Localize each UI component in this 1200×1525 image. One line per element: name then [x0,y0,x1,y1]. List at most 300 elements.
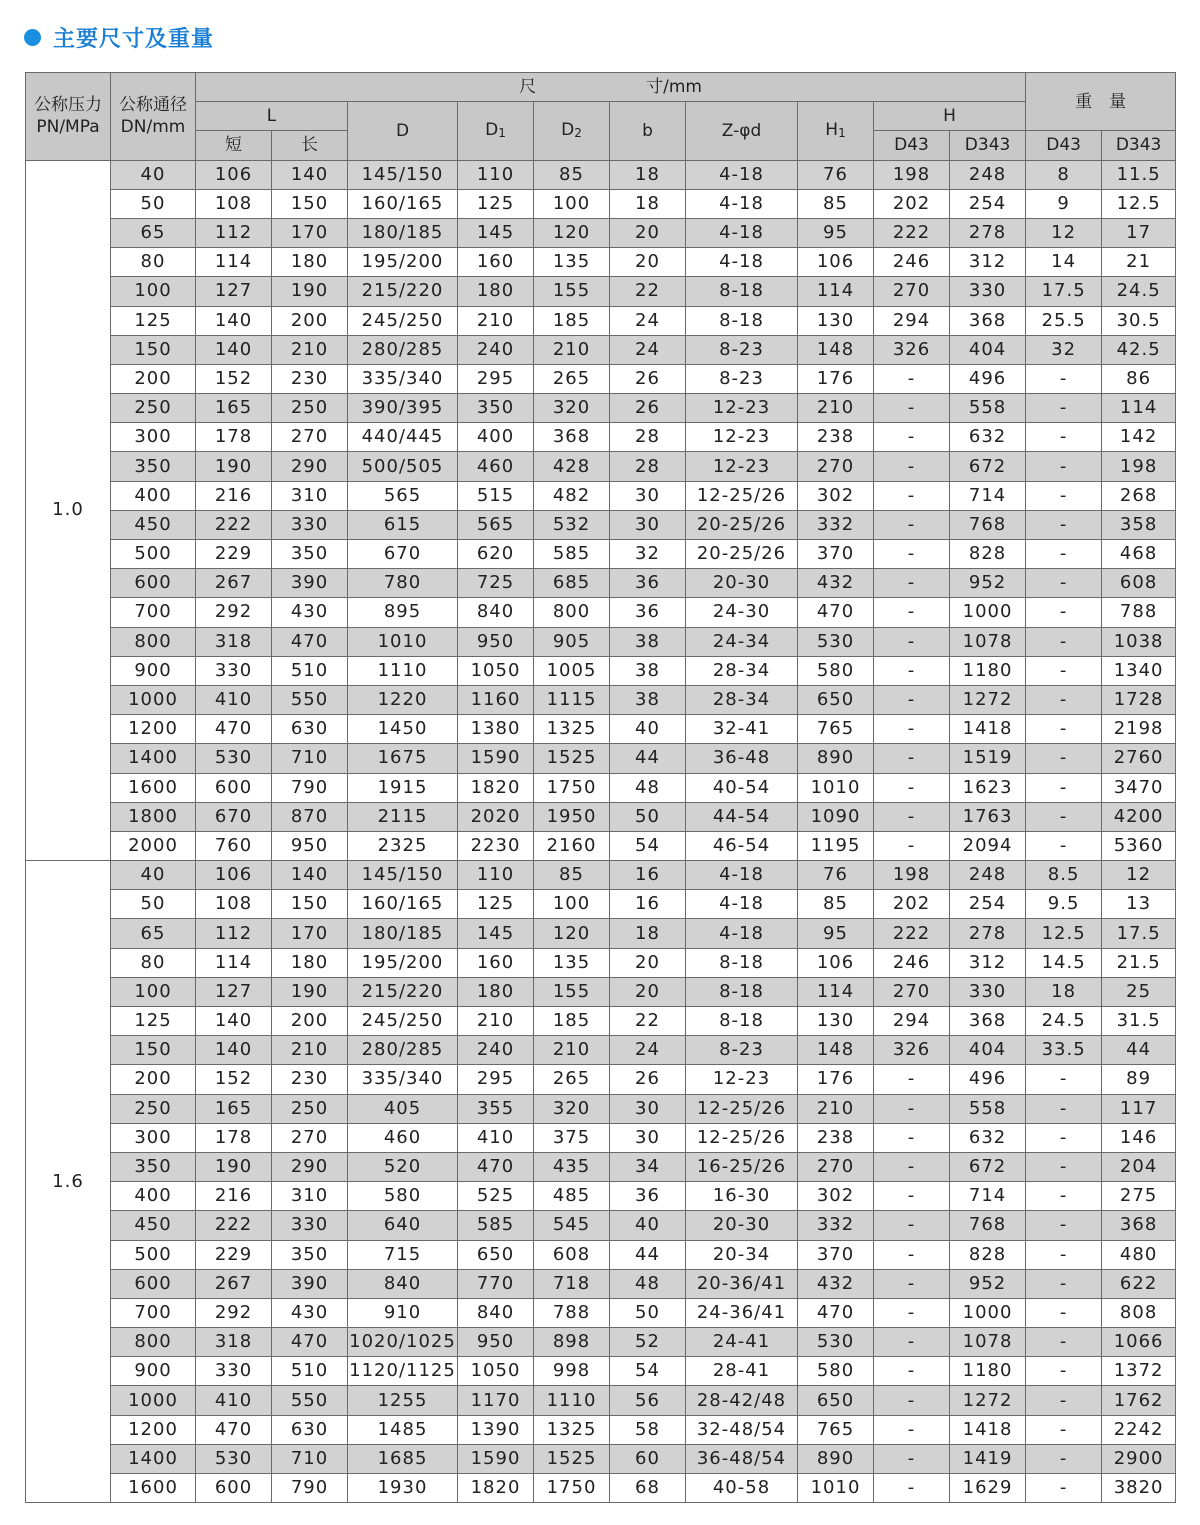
table-cell: - [874,598,950,627]
table-cell: 1390 [458,1415,534,1444]
header-dim-left: 尺 [519,77,537,98]
table-cell: 292 [196,1298,272,1327]
table-cell: 160/165 [348,890,458,919]
header-dn-text: 公称通径 DN/mm [119,95,187,138]
table-cell: 108 [196,189,272,218]
table-cell: 8-18 [686,306,798,335]
table-cell: 1272 [950,685,1026,714]
table-cell: 210 [534,1036,610,1065]
table-cell: 148 [798,1036,874,1065]
table-row [26,1036,1176,1065]
table-cell: 330 [272,510,348,539]
table-cell: 145/150 [348,861,458,890]
table-cell: 410 [196,685,272,714]
table-cell: 22 [610,1007,686,1036]
table-cell: 768 [950,510,1026,539]
table-cell: 176 [798,1065,874,1094]
table-cell: 20-30 [686,569,798,598]
table-cell: 127 [196,977,272,1006]
table-row [26,1007,1176,1036]
table-cell: 195/200 [348,948,458,977]
table-cell: 615 [348,510,458,539]
table-cell: 12-23 [686,452,798,481]
table-cell: 210 [798,394,874,423]
table-cell: 350 [272,1240,348,1269]
table-cell: 870 [272,802,348,831]
table-cell: 1450 [348,715,458,744]
table-cell: - [1026,510,1102,539]
table-cell: - [874,1444,950,1473]
table-cell: 18 [610,160,686,189]
table-cell: 85 [798,189,874,218]
table-cell: 890 [798,744,874,773]
table-cell: 17 [1102,218,1176,247]
table-cell: 710 [272,744,348,773]
table-cell: 24.5 [1026,1007,1102,1036]
table-cell: 267 [196,1269,272,1298]
table-cell: 8-18 [686,948,798,977]
table-cell: 580 [798,656,874,685]
table-cell: 26 [610,1065,686,1094]
table-cell: 530 [196,1444,272,1473]
table-cell: 68 [610,1474,686,1503]
table-cell: 1525 [534,1444,610,1473]
table-cell: 2230 [458,831,534,860]
table-cell: 25 [1102,977,1176,1006]
table-cell: 130 [798,1007,874,1036]
table-cell: 28 [610,452,686,481]
table-cell: 270 [272,423,348,452]
table-cell: - [1026,1211,1102,1240]
table-cell: 38 [610,685,686,714]
table-cell: 432 [798,1269,874,1298]
table-cell: 565 [458,510,534,539]
table-cell: 1000 [950,1298,1026,1327]
header-D1: $D_1$ [458,102,534,160]
table-row [26,685,1176,714]
table-cell: 178 [196,1123,272,1152]
table-cell: 460 [458,452,534,481]
table-cell: 1325 [534,1415,610,1444]
table-cell: 125 [111,306,196,335]
table-cell: 330 [196,656,272,685]
table-cell: 86 [1102,364,1176,393]
table-cell: 4-18 [686,890,798,919]
table-cell: 20-30 [686,1211,798,1240]
table-cell: 1750 [534,1474,610,1503]
table-cell: 1419 [950,1444,1026,1473]
table-cell: 485 [534,1182,610,1211]
table-cell: 1170 [458,1386,534,1415]
table-cell: 1915 [348,773,458,802]
table-cell: 202 [874,189,950,218]
table-cell: - [1026,773,1102,802]
table-cell: 14.5 [1026,948,1102,977]
table-cell: - [874,452,950,481]
table-cell: 430 [272,1298,348,1327]
table-cell: 265 [534,1065,610,1094]
table-cell: 630 [272,1415,348,1444]
table-cell: 28-41 [686,1357,798,1386]
table-cell: 608 [534,1240,610,1269]
table-cell: 1600 [111,773,196,802]
table-cell: 525 [458,1182,534,1211]
table-cell: 240 [458,1036,534,1065]
table-cell: 200 [111,364,196,393]
table-cell: 155 [534,277,610,306]
table-cell: 142 [1102,423,1176,452]
table-cell: 204 [1102,1152,1176,1181]
table-cell: 229 [196,1240,272,1269]
table-cell: 185 [534,306,610,335]
table-row [26,1065,1176,1094]
table-cell: 600 [111,1269,196,1298]
table-cell: 550 [272,1386,348,1415]
table-cell: 21 [1102,248,1176,277]
table-cell: 600 [196,1474,272,1503]
table-cell: 180 [272,248,348,277]
table-cell: 608 [1102,569,1176,598]
table-cell: 20 [610,977,686,1006]
header-H: H [874,102,1026,131]
table-cell: 24-41 [686,1328,798,1357]
table-cell: 1325 [534,715,610,744]
table-cell: 50 [610,802,686,831]
table-cell: 198 [874,160,950,189]
table-cell: - [874,1386,950,1415]
table-cell: 500 [111,540,196,569]
header-D2: $D_2$ [534,102,610,160]
table-cell: 1010 [798,773,874,802]
table-cell: 38 [610,627,686,656]
table-cell: 530 [196,744,272,773]
table-cell: 520 [348,1152,458,1181]
table-cell: 140 [272,160,348,189]
table-cell: 1110 [348,656,458,685]
header-pn-text: 公称压力 PN/MPa [34,95,102,138]
table-cell: - [874,715,950,744]
table-cell: 100 [534,189,610,218]
table-cell: 326 [874,1036,950,1065]
table-cell: 180/185 [348,218,458,247]
table-row [26,1211,1176,1240]
table-cell: - [1026,831,1102,860]
table-cell: 210 [272,335,348,364]
table-cell: 1590 [458,1444,534,1473]
table-cell: 12-23 [686,394,798,423]
table-cell: 180 [272,948,348,977]
table-cell: - [874,1269,950,1298]
table-cell: 2242 [1102,1415,1176,1444]
table-cell: - [1026,1386,1102,1415]
table-cell: 30.5 [1102,306,1176,335]
table-row [26,1415,1176,1444]
table-cell: 36 [610,1182,686,1211]
table-cell: 222 [196,510,272,539]
table-cell: 672 [950,452,1026,481]
table-cell: 108 [196,890,272,919]
table-cell: 650 [458,1240,534,1269]
table-cell: 270 [272,1123,348,1152]
table-row [26,773,1176,802]
table-cell: 254 [950,189,1026,218]
table-cell: 1485 [348,1415,458,1444]
table-cell: 275 [1102,1182,1176,1211]
table-cell: - [1026,1357,1102,1386]
table-cell: 1623 [950,773,1026,802]
table-cell: 765 [798,1415,874,1444]
table-cell: 672 [950,1152,1026,1181]
table-cell: 76 [798,861,874,890]
table-cell: 800 [111,627,196,656]
table-cell: 270 [798,1152,874,1181]
table-cell: 580 [348,1182,458,1211]
table-row [26,598,1176,627]
table-cell: 95 [798,218,874,247]
table-cell: 1200 [111,715,196,744]
table-cell: 65 [111,919,196,948]
table-cell: 435 [534,1152,610,1181]
table-cell: 200 [111,1065,196,1094]
table-cell: 270 [874,277,950,306]
table-cell: - [1026,423,1102,452]
table-cell: 30 [610,510,686,539]
table-cell: 1010 [798,1474,874,1503]
table-cell: 405 [348,1094,458,1123]
table-cell: 1629 [950,1474,1026,1503]
table-cell: 460 [348,1123,458,1152]
header-H1-sub: 1 [838,126,846,141]
table-cell: 950 [458,1328,534,1357]
table-cell: 26 [610,394,686,423]
table-cell: 1180 [950,1357,1026,1386]
table-cell: 250 [111,1094,196,1123]
table-cell: 1750 [534,773,610,802]
table-cell: 510 [272,656,348,685]
table-cell: 4-18 [686,248,798,277]
header-dim-right: 寸/mm [646,77,702,98]
table-cell: 630 [272,715,348,744]
table-cell: 24 [610,306,686,335]
table-row [26,481,1176,510]
table-cell: 250 [272,1094,348,1123]
table-cell: 292 [196,598,272,627]
table-cell: 14 [1026,248,1102,277]
table-cell: 222 [874,919,950,948]
table-cell: 270 [874,977,950,1006]
table-cell: 54 [610,831,686,860]
table-cell: 350 [111,1152,196,1181]
table-cell: 36 [610,569,686,598]
table-cell: 8-23 [686,364,798,393]
table-cell: 110 [458,861,534,890]
table-cell: 150 [272,890,348,919]
table-cell: 808 [1102,1298,1176,1327]
table-cell: 545 [534,1211,610,1240]
table-cell: 246 [874,948,950,977]
table-cell: 368 [534,423,610,452]
table-row [26,306,1176,335]
table-row [26,1386,1176,1415]
table-cell: 1418 [950,715,1026,744]
pn-group-cell: 1.6 [26,861,111,1503]
table-cell: 390 [272,569,348,598]
table-cell: 13 [1102,890,1176,919]
table-cell: 300 [111,423,196,452]
table-cell: 146 [1102,1123,1176,1152]
table-cell: 294 [874,1007,950,1036]
table-cell: 2760 [1102,744,1176,773]
table-cell: 714 [950,481,1026,510]
table-cell: 36-48/54 [686,1444,798,1473]
table-cell: 840 [348,1269,458,1298]
table-cell: 100 [111,277,196,306]
table-cell: 222 [874,218,950,247]
table-cell: 165 [196,394,272,423]
table-cell: 18 [610,919,686,948]
header-weight-d343: D343 [1102,131,1176,160]
table-cell: - [1026,1474,1102,1503]
table-cell: 12-25/26 [686,1094,798,1123]
table-row [26,1474,1176,1503]
table-cell: 725 [458,569,534,598]
table-cell: 470 [798,1298,874,1327]
table-cell: 620 [458,540,534,569]
table-cell: 152 [196,364,272,393]
table-cell: 800 [111,1328,196,1357]
table-cell: 32 [1026,335,1102,364]
table-cell: 12 [1102,861,1176,890]
table-cell: 215/220 [348,977,458,1006]
table-cell: 326 [874,335,950,364]
table-cell: 80 [111,248,196,277]
table-cell: 4-18 [686,189,798,218]
table-cell: 245/250 [348,306,458,335]
table-cell: 152 [196,1065,272,1094]
table-cell: 700 [111,598,196,627]
table-cell: 185 [534,1007,610,1036]
table-cell: 1200 [111,1415,196,1444]
table-cell: 670 [348,540,458,569]
table-cell: 1000 [950,598,1026,627]
table-cell: 585 [534,540,610,569]
table-cell: 1020/1025 [348,1328,458,1357]
table-cell: 368 [1102,1211,1176,1240]
table-cell: 1255 [348,1386,458,1415]
table-row [26,1328,1176,1357]
table-cell: 238 [798,1123,874,1152]
table-cell: 85 [534,861,610,890]
table-cell: - [1026,1298,1102,1327]
table-cell: 640 [348,1211,458,1240]
table-cell: 600 [196,773,272,802]
table-cell: 195/200 [348,248,458,277]
table-cell: 295 [458,364,534,393]
table-cell: 1675 [348,744,458,773]
table-cell: 1005 [534,656,610,685]
table-cell: 160 [458,948,534,977]
table-cell: - [1026,540,1102,569]
table-cell: 216 [196,1182,272,1211]
table-cell: 290 [272,1152,348,1181]
table-cell: 28-34 [686,656,798,685]
table-cell: 26 [610,364,686,393]
table-cell: 248 [950,160,1026,189]
table-cell: 12-25/26 [686,1123,798,1152]
table-cell: 4-18 [686,218,798,247]
table-cell: 768 [950,1211,1026,1240]
table-cell: 24 [610,1036,686,1065]
table-cell: 8 [1026,160,1102,189]
table-cell: 1010 [348,627,458,656]
table-cell: - [1026,802,1102,831]
table-cell: 36 [610,598,686,627]
table-cell: 210 [534,335,610,364]
table-cell: - [1026,1269,1102,1298]
table-row [26,1240,1176,1269]
table-cell: 24-34 [686,627,798,656]
table-cell: 210 [458,1007,534,1036]
table-cell: - [874,1240,950,1269]
table-cell: 32-41 [686,715,798,744]
table-cell: 368 [950,306,1026,335]
table-cell: 1950 [534,802,610,831]
table-cell: 1800 [111,802,196,831]
table-cell: 20-25/26 [686,510,798,539]
table-cell: 28-42/48 [686,1386,798,1415]
table-cell: 125 [111,1007,196,1036]
table-cell: 2900 [1102,1444,1176,1473]
table-cell: 1600 [111,1474,196,1503]
header-D1-sub: 1 [498,126,506,141]
table-cell: 1418 [950,1415,1026,1444]
table-cell: 9.5 [1026,890,1102,919]
table-cell: 650 [798,1386,874,1415]
table-cell: 190 [196,452,272,481]
table-cell: 532 [534,510,610,539]
table-cell: 190 [196,1152,272,1181]
table-cell: 632 [950,1123,1026,1152]
table-cell: 18 [1026,977,1102,1006]
table-cell: 1400 [111,744,196,773]
table-cell: 176 [798,364,874,393]
table-cell: 33.5 [1026,1036,1102,1065]
table-cell: 450 [111,1211,196,1240]
table-cell: - [1026,1094,1102,1123]
table-cell: 40 [111,160,196,189]
table-cell: 140 [196,1007,272,1036]
table-cell: 210 [798,1094,874,1123]
table-cell: 998 [534,1357,610,1386]
table-cell: 280/285 [348,335,458,364]
table-cell: - [874,1094,950,1123]
table-cell: 788 [534,1298,610,1327]
table-row [26,1269,1176,1298]
table-cell: 250 [272,394,348,423]
table-cell: 1272 [950,1386,1026,1415]
table-cell: 32-48/54 [686,1415,798,1444]
table-cell: - [874,1152,950,1181]
table-cell: - [874,802,950,831]
header-dn [111,73,196,161]
table-cell: - [874,481,950,510]
table-cell: - [1026,452,1102,481]
table-cell: 1763 [950,802,1026,831]
table-cell: 1380 [458,715,534,744]
table-cell: 318 [196,627,272,656]
table-cell: 160/165 [348,189,458,218]
table-cell: 280/285 [348,1036,458,1065]
